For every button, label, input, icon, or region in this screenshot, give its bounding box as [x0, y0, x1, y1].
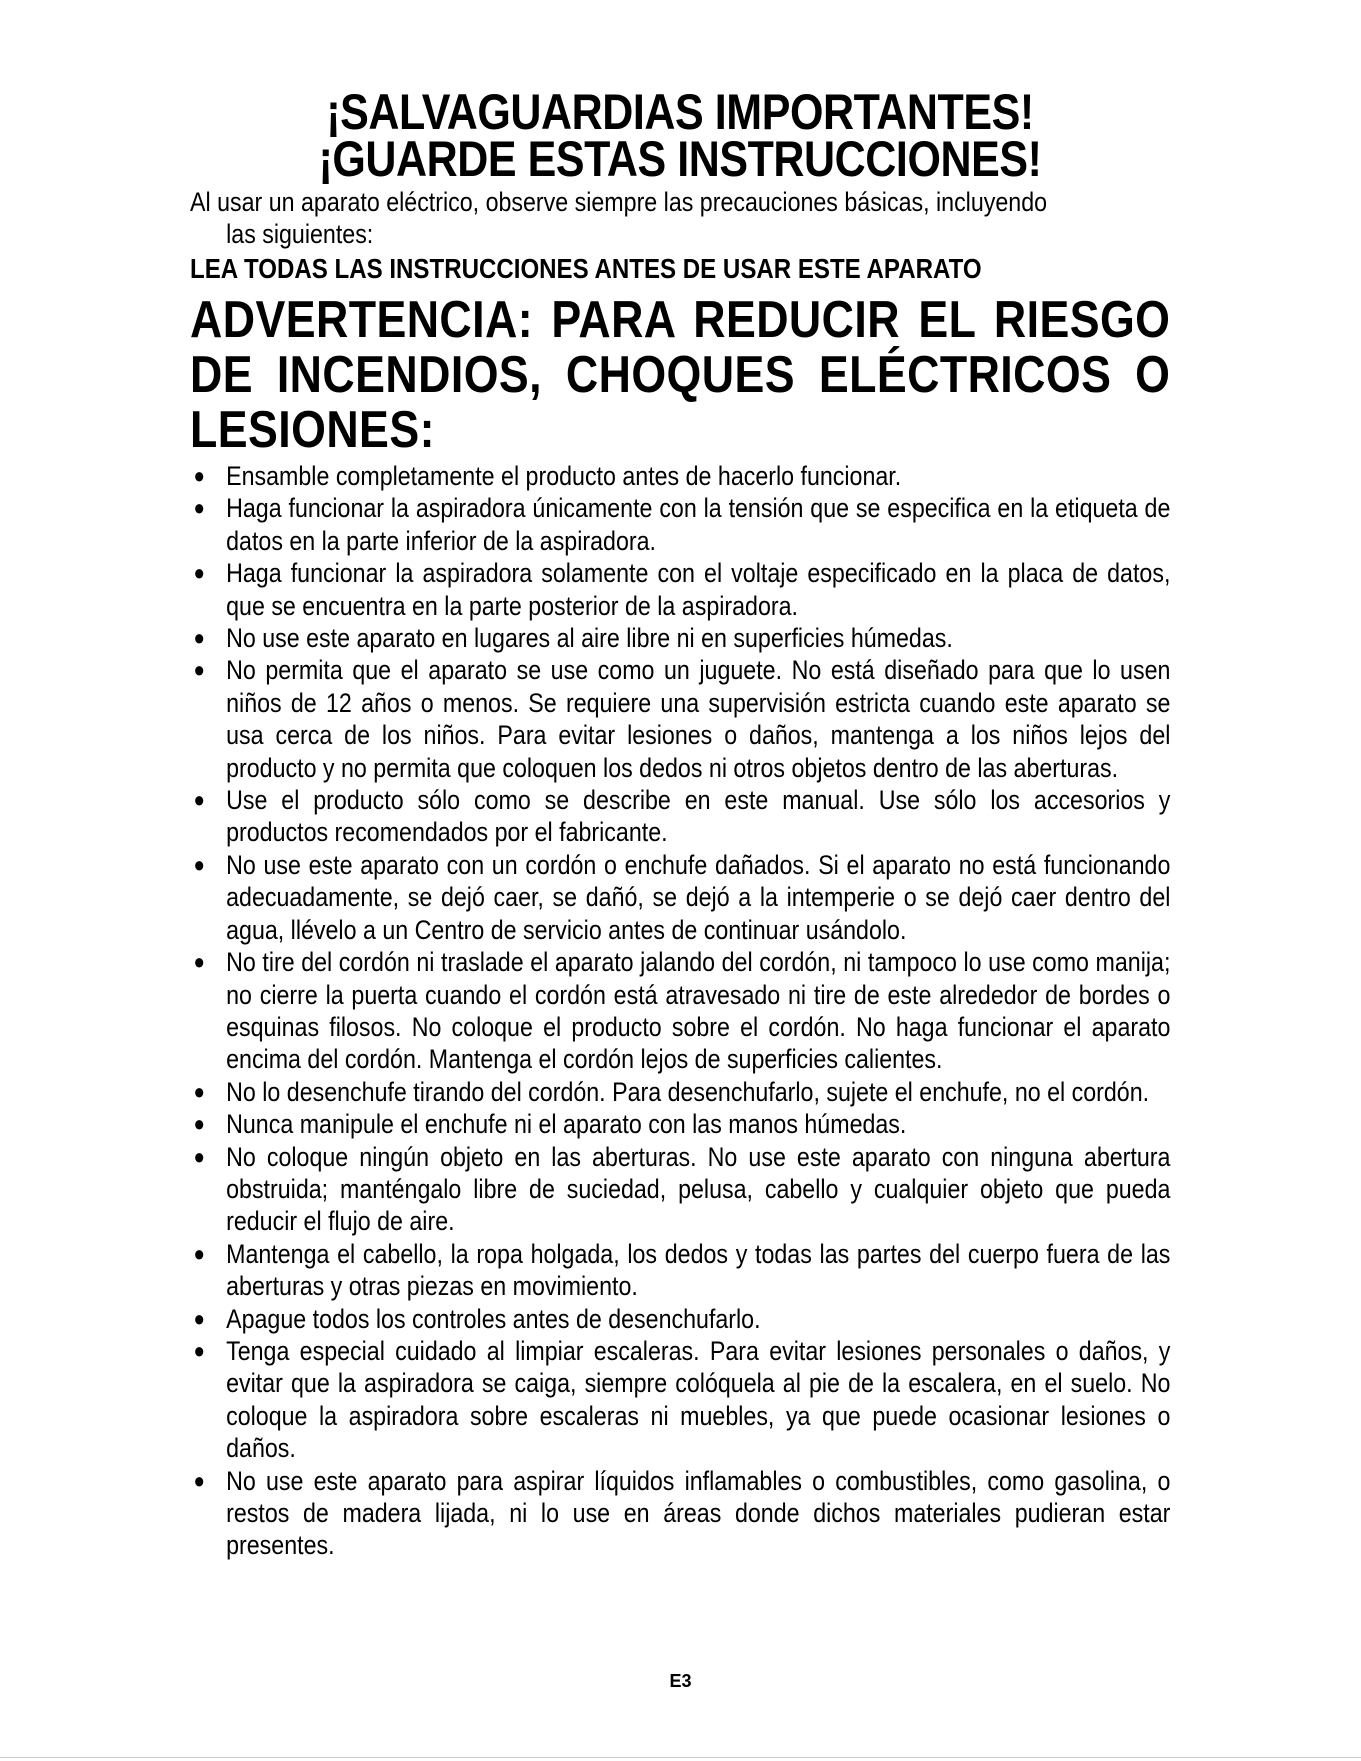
bullet-icon: ● — [193, 560, 205, 586]
list-item-text: No tire del cordón ni traslade el aparato jalando del cordón, ni tampoco lo use como manija; no cierre la puerta cuando el cordón está atravesado ni tire de este alrededor de bordes o esquinas filosos. No coloque el producto sobre el cordón. No haga funcionar el aparato encima del cordón. Mantenga el cordón lejos de superficies calientes. — [226, 947, 1171, 1075]
list-item-text: No use este aparato para aspirar líquidos inflamables o combustibles, como gasolina, o restos de madera lijada, ni lo use en áreas donde dichos materiales pudieran estar presentes. — [226, 1465, 1171, 1561]
list-item-text: Tenga especial cuidado al limpiar escaleras. Para evitar lesiones personales o daños, y evitar que la aspiradora se caiga, siempre colóquela al pie de la escalera, en el suelo. No coloque la aspiradora sobre escaleras ni muebles, ya que puede ocasionar lesiones o daños. — [226, 1335, 1171, 1464]
list-item-text: Haga funcionar la aspiradora solamente con el voltaje especificado en la placa de datos, que se encuentra en la parte posterior de la aspiradora. — [226, 558, 1171, 621]
list-item-text: Nunca manipule el enchufe ni el aparato con las manos húmedas. — [226, 1109, 907, 1140]
list-item — [190, 1108, 1170, 1140]
title-line-2: ¡GUARDE ESTAS INSTRUCCIONES! — [318, 131, 1042, 187]
list-item-text: No lo desenchufe tirando del cordón. Para desenchufarlo, sujete el enchufe, no el cordón. — [226, 1076, 1150, 1107]
list-item-text: Apague todos los controles antes de desenchufarlo. — [226, 1303, 761, 1334]
intro-line-2: las siguientes: — [226, 219, 374, 249]
bullet-icon: ● — [193, 657, 205, 683]
list-item — [190, 1141, 1170, 1238]
list-item — [190, 654, 1170, 784]
list-item-text: No permita que el aparato se use como un juguete. No está diseñado para que lo usen niños de 12 años o menos. Se requiere una supervisión estricta cuando este aparato se usa cerca de los niños. Para evitar lesiones o daños, mantenga a los niños lejos del producto y no permita que coloquen los dedos ni otros objetos dentro de las aberturas. — [226, 655, 1171, 783]
list-item-text: No coloque ningún objeto en las aberturas. No use este aparato con ninguna abertura obstruida; manténgalo libre de suciedad, pelusa, cabello y cualquier objeto que pueda reducir el flujo de aire. — [226, 1141, 1171, 1237]
page-bottom-rule — [0, 1757, 1361, 1758]
bullet-icon: ● — [193, 463, 205, 488]
bullet-icon: ● — [193, 625, 205, 651]
page-number: E3 — [669, 1671, 692, 1691]
list-item-text: Use el producto sólo como se describe en este manual. Use sólo los accesorios y productos recomendados por el fabricante. — [226, 785, 1171, 848]
list-item — [190, 784, 1170, 849]
bullet-icon: ● — [193, 1240, 205, 1266]
list-item-text: Ensamble completamente el producto antes de hacerlo funcionar. — [226, 461, 902, 491]
intro-paragraph — [190, 186, 1170, 250]
bullet-icon: ● — [193, 949, 205, 975]
bullet-icon: ● — [193, 1337, 205, 1363]
bullet-icon: ● — [193, 495, 205, 521]
list-item — [190, 1076, 1170, 1108]
read-all-instructions-heading: LEA TODAS LAS INSTRUCCIONES ANTES DE USAR ESTE APARATO — [190, 253, 982, 284]
bullet-icon: ● — [193, 1143, 205, 1169]
warning-heading: ADVERTENCIA: PARA REDUCIR EL RIESGO DE INCENDIOS, CHOQUES ELÉCTRICOS O LESIONES: — [190, 291, 1171, 459]
list-item — [190, 492, 1170, 557]
intro-line-1: Al usar un aparato eléctrico, observe siempre las precauciones básicas, incluyendo — [190, 187, 1048, 217]
safety-list — [190, 460, 1170, 1562]
list-item — [190, 849, 1170, 946]
list-item-text: No use este aparato en lugares al aire libre ni en superficies húmedas. — [226, 623, 953, 654]
list-item — [190, 1465, 1170, 1562]
bullet-icon: ● — [193, 1111, 205, 1137]
bullet-icon: ● — [193, 851, 205, 877]
list-item — [190, 622, 1170, 654]
list-item — [190, 1303, 1170, 1335]
list-item — [190, 1238, 1170, 1303]
bullet-icon: ● — [193, 1305, 205, 1331]
list-item — [190, 557, 1170, 622]
bullet-icon: ● — [193, 1467, 205, 1493]
bullet-icon: ● — [193, 1078, 205, 1104]
list-item — [190, 460, 1170, 492]
list-item-text: Haga funcionar la aspiradora únicamente con la tensión que se especifica en la etiqueta de datos en la parte inferior de la aspiradora. — [226, 493, 1171, 556]
list-item-text: No use este aparato con un cordón o enchufe dañados. Si el aparato no está funcionando adecuadamente, se dejó caer, se dañó, se dejó a la intemperie o se dejó caer dentro del agua, llévelo a un Centro de servicio antes de continuar usándolo. — [226, 849, 1171, 945]
bullet-icon: ● — [193, 787, 205, 813]
list-item — [190, 946, 1170, 1076]
title-line-1: ¡SALVAGUARDIAS IMPORTANTES! — [326, 84, 1034, 140]
list-item — [190, 1335, 1170, 1465]
list-item-text: Mantenga el cabello, la ropa holgada, los dedos y todas las partes del cuerpo fuera de las aberturas y otras piezas en movimiento. — [226, 1238, 1171, 1302]
